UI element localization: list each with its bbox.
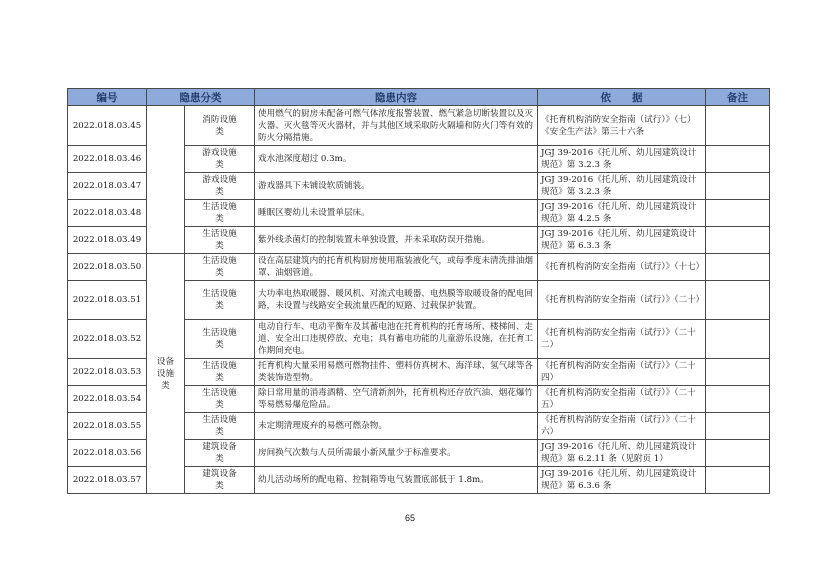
row-basis: JGJ 39-2016《托儿所、幼儿园建筑设计规范》第 4.2.5 条	[538, 200, 706, 227]
row-category: 游戏设施 类	[185, 146, 255, 173]
row-category: 生活设施 类	[185, 413, 255, 440]
row-code: 2022.018.03.57	[68, 467, 147, 494]
row-category: 生活设施 类	[185, 359, 255, 386]
row-content: 紫外线杀菌灯的控制装置未单独设置，并未采取防误开措施。	[255, 227, 538, 254]
row-basis: 《托育机构消防安全指南（试行）》（二十二）	[538, 320, 706, 359]
row-note	[706, 359, 770, 386]
row-basis: 《托育机构消防安全指南（试行）》（二十六）	[538, 413, 706, 440]
header-content: 隐患内容	[255, 89, 538, 106]
row-note	[706, 173, 770, 200]
row-code: 2022.018.03.56	[68, 440, 147, 467]
row-content: 托育机构大量采用易燃可燃物挂件、塑料仿真树木、海洋球、氢气球等各类装饰造型物。	[255, 359, 538, 386]
row-note	[706, 254, 770, 281]
row-content: 大功率电热取暖器、暖风机、对流式电暖器、电热膜等取暖设备的配电回路，未设置与线路安全载流量匹配的短路、过载保护装置。	[255, 281, 538, 320]
row-content: 游戏器具下未铺设软质铺装。	[255, 173, 538, 200]
row-note	[706, 467, 770, 494]
row-code: 2022.018.03.47	[68, 173, 147, 200]
row-code: 2022.018.03.55	[68, 413, 147, 440]
row-basis: JGJ 39-2016《托儿所、幼儿园建筑设计规范》第 3.2.3 条	[538, 173, 706, 200]
row-code: 2022.018.03.48	[68, 200, 147, 227]
row-note	[706, 413, 770, 440]
row-basis: 《托育机构消防安全指南（试行）》（二十四）	[538, 359, 706, 386]
row-code: 2022.018.03.49	[68, 227, 147, 254]
row-category: 消防设施 类	[185, 106, 255, 146]
header-basis: 依 据	[538, 89, 706, 106]
table-body	[68, 106, 770, 494]
row-note	[706, 386, 770, 413]
row-code: 2022.018.03.45	[68, 106, 147, 146]
category-group-blank	[147, 106, 185, 254]
row-code: 2022.018.03.53	[68, 359, 147, 386]
row-note	[706, 200, 770, 227]
row-content: 电动自行车、电动平衡车及其蓄电池在托育机构的托育场所、楼梯间、走道、安全出口违规停放、充电；具有蓄电功能的儿童游乐设施，在托育工作期间充电。	[255, 320, 538, 359]
row-category: 生活设施 类	[185, 254, 255, 281]
row-note	[706, 281, 770, 320]
row-basis: JGJ 39-2016《托儿所、幼儿园建筑设计规范》第 6.3.3 条	[538, 227, 706, 254]
row-code: 2022.018.03.52	[68, 320, 147, 359]
table-row	[68, 254, 770, 281]
row-category: 生活设施 类	[185, 320, 255, 359]
row-basis: JGJ 39-2016《托儿所、幼儿园建筑设计规范》第 6.3.6 条	[538, 467, 706, 494]
row-note	[706, 320, 770, 359]
row-basis: 《托育机构消防安全指南（试行）》（七）《安全生产法》第三十六条	[538, 106, 706, 146]
row-category: 生活设施 类	[185, 281, 255, 320]
row-category: 生活设施 类	[185, 200, 255, 227]
header-code: 编号	[68, 89, 147, 106]
row-basis: 《托育机构消防安全指南（试行）》（十七）	[538, 254, 706, 281]
row-content: 睡眠区婴幼儿未设置单层床。	[255, 200, 538, 227]
row-note	[706, 227, 770, 254]
row-category: 生活设施 类	[185, 386, 255, 413]
row-code: 2022.018.03.50	[68, 254, 147, 281]
header-category: 隐患分类	[147, 89, 255, 106]
row-basis: 《托育机构消防安全指南（试行）》（二十）	[538, 281, 706, 320]
row-content: 设在高层建筑内的托育机构厨房使用瓶装液化气，或每季度未清洗排油烟罩、油烟管道。	[255, 254, 538, 281]
row-category: 建筑设备 类	[185, 440, 255, 467]
table-header-row	[68, 89, 770, 106]
table-row	[68, 106, 770, 146]
row-basis: 《托育机构消防安全指南（试行）》（二十五）	[538, 386, 706, 413]
row-content: 未定期清理废弃的易燃可燃杂物。	[255, 413, 538, 440]
row-content: 除日常用量的消毒酒精、空气清新剂外，托育机构还存放汽油、烟花爆竹等易燃易爆危险品。	[255, 386, 538, 413]
row-content: 房间换气次数与人员所需最小新风量少于标准要求。	[255, 440, 538, 467]
row-note	[706, 146, 770, 173]
row-note	[706, 106, 770, 146]
hazard-table	[67, 88, 770, 494]
header-notes: 备注	[706, 89, 770, 106]
row-content: 戏水池深度超过 0.3m。	[255, 146, 538, 173]
page-number: 65	[404, 513, 415, 523]
row-code: 2022.018.03.54	[68, 386, 147, 413]
row-category: 生活设施 类	[185, 227, 255, 254]
row-code: 2022.018.03.51	[68, 281, 147, 320]
category-group-label: 设备 设施 类	[147, 254, 185, 494]
row-category: 建筑设备 类	[185, 467, 255, 494]
row-basis: JGJ 39-2016《托儿所、幼儿园建筑设计规范》第 6.2.11 条（见附页 1）	[538, 440, 706, 467]
row-note	[706, 440, 770, 467]
row-content: 使用燃气的厨房未配备可燃气体浓度报警装置、燃气紧急切断装置以及灭火器、灭火毯等灭火器材，并与其他区域采取防火隔墙和防火门等有效的防火分隔措施。	[255, 106, 538, 146]
row-content: 幼儿活动场所的配电箱、控制箱等电气装置底部低于 1.8m。	[255, 467, 538, 494]
row-category: 游戏设施 类	[185, 173, 255, 200]
row-basis: JGJ 39-2016《托儿所、幼儿园建筑设计规范》第 3.2.3 条	[538, 146, 706, 173]
row-code: 2022.018.03.46	[68, 146, 147, 173]
